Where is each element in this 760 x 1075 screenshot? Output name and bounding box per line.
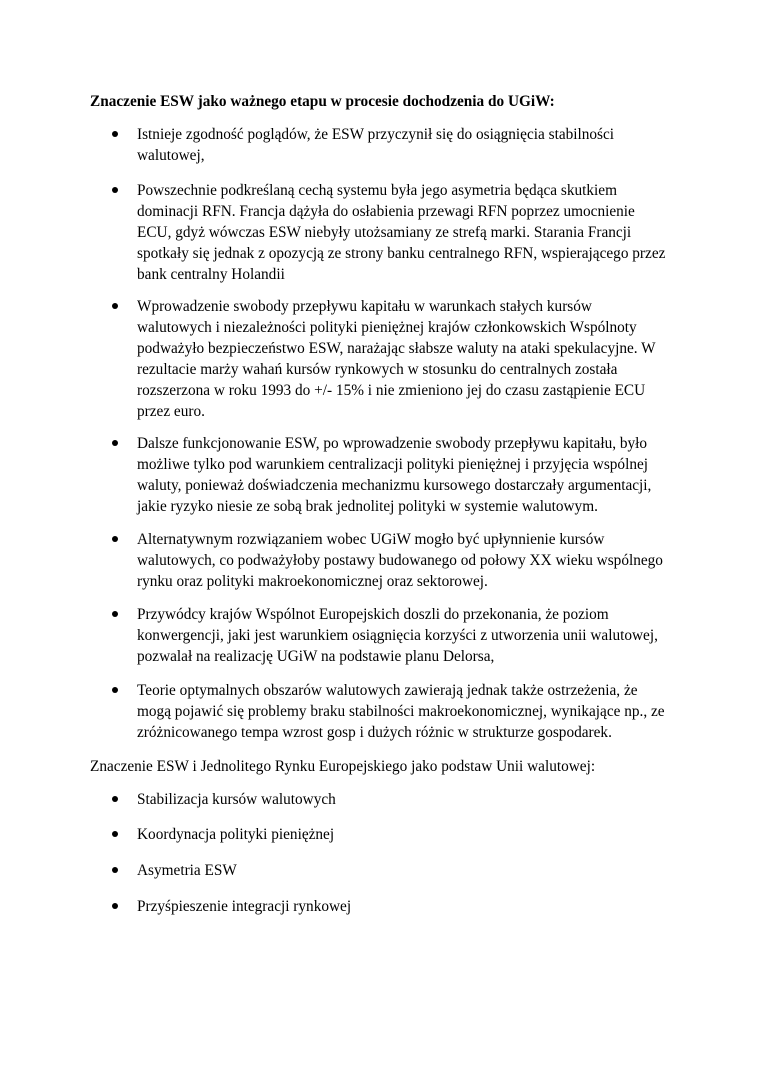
text-line: podważyło bezpieczeństwo ESW, narażając słabsze waluty na ataki spekulacyjne. W <box>137 340 656 357</box>
bullet-icon <box>112 303 118 309</box>
bullet-icon <box>112 867 118 873</box>
list-item-text <box>137 124 677 166</box>
bullet-icon <box>112 131 118 137</box>
text-line: rynku oraz polityki makroekonomicznej oraz sektorowej. <box>137 573 488 590</box>
text-line: jakie ryzyko niesie ze sobą brak jednolitej polityki w systemie walutowym. <box>137 498 598 515</box>
text-line: Teorie optymalnych obszarów walutowych zawierają jednak także ostrzeżenia, że <box>137 682 638 699</box>
list-item-text: Przyśpieszenie integracji rynkowej <box>137 898 352 915</box>
bullet-icon <box>112 440 118 446</box>
text-line: rezultacie marży wahań kursów rynkowych w stosunku do centralnych została <box>137 361 618 378</box>
text-line: dominacji RFN. Francja dążyła do osłabienia przewagi RFN poprzez umocnienie <box>137 203 635 220</box>
text-line: walutowej, <box>137 147 205 164</box>
text-line: pozwalał na realizację UGiW na podstawie planu Delorsa, <box>137 648 495 665</box>
list-item-text <box>137 296 677 422</box>
text-line: przez euro. <box>137 403 205 420</box>
text-line: mogą pojawić się problemy braku stabilności makroekonomicznej, wynikające np., ze <box>137 703 665 720</box>
list-item-text: Asymetria ESW <box>137 862 237 879</box>
text-line: Wprowadzenie swobody przepływu kapitału w warunkach stałych kursów <box>137 298 592 315</box>
text-line: ECU, gdyż wówczas ESW niebyły utożsamiany ze strefą marki. Starania Francji <box>137 224 632 241</box>
text-line: Dalsze funkcjonowanie ESW, po wprowadzenie swobody przepływu kapitału, było <box>137 435 648 452</box>
section-heading: Znaczenie ESW jako ważnego etapu w procesie dochodzenia do UGiW: <box>90 93 555 110</box>
list-item-text <box>137 604 677 667</box>
list-item-text <box>137 680 677 743</box>
text-line: bank centralny Holandii <box>137 266 285 283</box>
list-item-text <box>137 180 677 285</box>
bullet-icon <box>112 187 118 193</box>
text-line: waluty, ponieważ doświadczenia mechanizmu kursowego dostarczały argumentacji, <box>137 477 652 494</box>
bullet-icon <box>112 903 118 909</box>
bullet-icon <box>112 687 118 693</box>
list-item-text <box>137 529 677 592</box>
text-line: Alternatywnym rozwiązaniem wobec UGiW mogło być upłynnienie kursów <box>137 531 605 548</box>
text-line: walutowych i niezależności polityki pieniężnej krajów członkowskich Wspólnoty <box>137 319 637 336</box>
text-line: możliwe tylko pod warunkiem centralizacji polityki pieniężnej i przyjęcia wspólnej <box>137 456 649 473</box>
text-line: Istnieje zgodność poglądów, że ESW przyczynił się do osiągnięcia stabilności <box>137 126 615 143</box>
text-line: walutowych, co podważyłoby postawy budowanego od połowy XX wieku wspólnego <box>137 552 663 569</box>
list-item-text: Stabilizacja kursów walutowych <box>137 791 336 808</box>
bullet-icon <box>112 611 118 617</box>
text-line: Przywódcy krajów Wspólnot Europejskich doszli do przekonania, że poziom <box>137 606 609 623</box>
text-line: rozszerzona w roku 1993 do +/- 15% i nie zmieniono jej do czasu zastąpienie ECU <box>137 382 646 399</box>
bullet-icon <box>112 831 118 837</box>
section-subheading: Znaczenie ESW i Jednolitego Rynku Europejskiego jako podstaw Unii walutowej: <box>90 758 596 775</box>
list-item-text <box>137 433 677 517</box>
list-item-text: Koordynacja polityki pieniężnej <box>137 826 335 843</box>
bullet-icon <box>112 536 118 542</box>
text-line: Powszechnie podkreślaną cechą systemu była jego asymetria będąca skutkiem <box>137 182 617 199</box>
text-line: konwergencji, jaki jest warunkiem osiągnięcia korzyści z utworzenia unii walutowej, <box>137 627 658 644</box>
text-line: zróżnicowanego tempa wzrost gosp i dużych różnic w strukturze gospodarek. <box>137 724 612 741</box>
bullet-icon <box>112 796 118 802</box>
text-line: spotkały się jednak z opozycją ze strony banku centralnego RFN, wspierającego przez <box>137 245 666 262</box>
